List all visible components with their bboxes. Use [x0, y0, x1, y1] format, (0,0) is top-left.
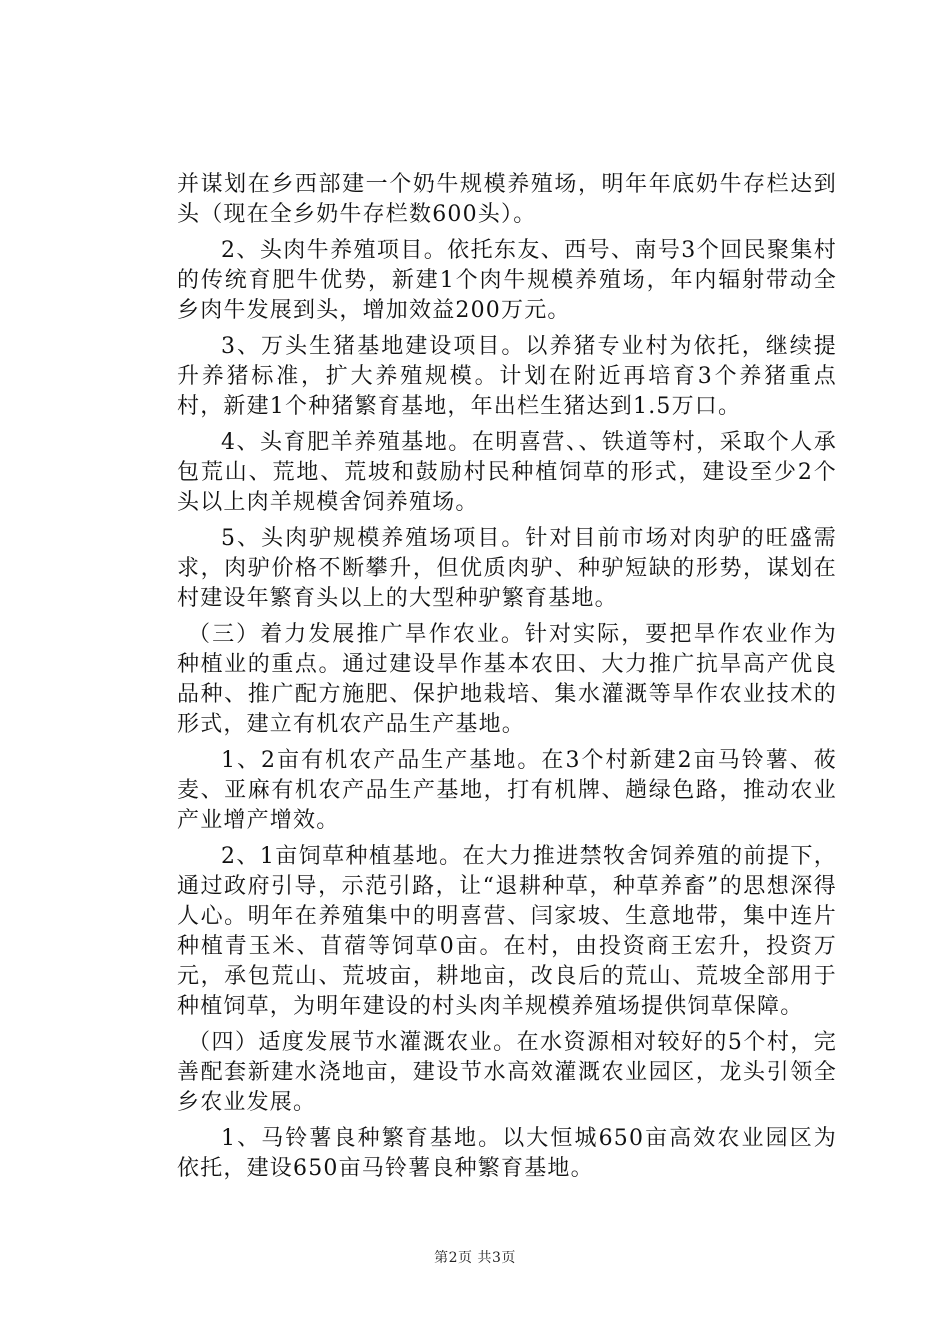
section-heading-irrigation-farming: （四）适度发展节水灌溉农业。在水资源相对较好的5个村，完善配套新建水浇地亩，建设节水高效灌溉农业园区，龙头引领全乡农业发展。 [177, 1030, 837, 1115]
paragraph-beef-cattle: 2、头肉牛养殖项目。依托东友、西号、南号3个回民聚集村的传统育肥牛优势，新建1个肉牛规模养殖场，年内辐射带动全乡肉牛发展到头，增加效益200万元。 [177, 238, 837, 323]
paragraph-potato-seed-base: 1、马铃薯良种繁育基地。以大恒城650亩高效农业园区为依托，建设650亩马铃薯良种繁育基地。 [177, 1126, 837, 1181]
paragraph-forage-base: 2、1亩饲草种植基地。在大力推进禁牧舍饲养殖的前提下，通过政府引导，示范引路，让“退耕种草，种草养畜”的思想深得人心。明年在养殖集中的明喜营、闫家坡、生意地带，集中连片种植青玉米、苜蓿等饲草0亩。在村，由投资商王宏升，投资万元，承包荒山、荒坡亩，耕地亩，改良后的荒山、荒坡全部用于种植饲草，为明年建设的村头肉羊规模养殖场提供饲草保障。 [177, 844, 837, 1019]
paragraph-hog-base: 3、万头生猪基地建设项目。以养猪专业村为依托，继续提升养猪标准，扩大养殖规模。计划在附近再培育3个养猪重点村，新建1个种猪繁育基地，年出栏生猪达到1.5万口。 [177, 334, 837, 419]
paragraph-donkey-farm: 5、头肉驴规模养殖场项目。针对目前市场对肉驴的旺盛需求，肉驴价格不断攀升，但优质肉驴、种驴短缺的形势，谋划在村建设年繁育头以上的大型种驴繁育基地。 [177, 526, 837, 611]
paragraph-sheep-base: 4、头育肥羊养殖基地。在明喜营、、铁道等村，采取个人承包荒山、荒地、荒坡和鼓励村民种植饲草的形式，建设至少2个头以上肉羊规模舍饲养殖场。 [177, 430, 837, 515]
document-body [177, 170, 837, 1190]
paragraph-dairy-continuation: 并谋划在乡西部建一个奶牛规模养殖场，明年年底奶牛存栏达到头（现在全乡奶牛存栏数600头）。 [177, 172, 837, 227]
paragraph-organic-base: 1、2亩有机农产品生产基地。在3个村新建2亩马铃薯、莜麦、亚麻有机农产品生产基地，打有机牌、趟绿色路，推动农业产业增产增效。 [177, 748, 837, 833]
section-heading-dryland-farming: （三）着力发展推广旱作农业。针对实际，要把旱作农业作为种植业的重点。通过建设旱作基本农田、大力推广抗旱高产优良品种、推广配方施肥、保护地栽培、集水灌溉等旱作农业技术的形式，建立有机农产品生产基地。 [177, 622, 837, 737]
page-footer: 第2页 共3页 [434, 1250, 516, 1266]
